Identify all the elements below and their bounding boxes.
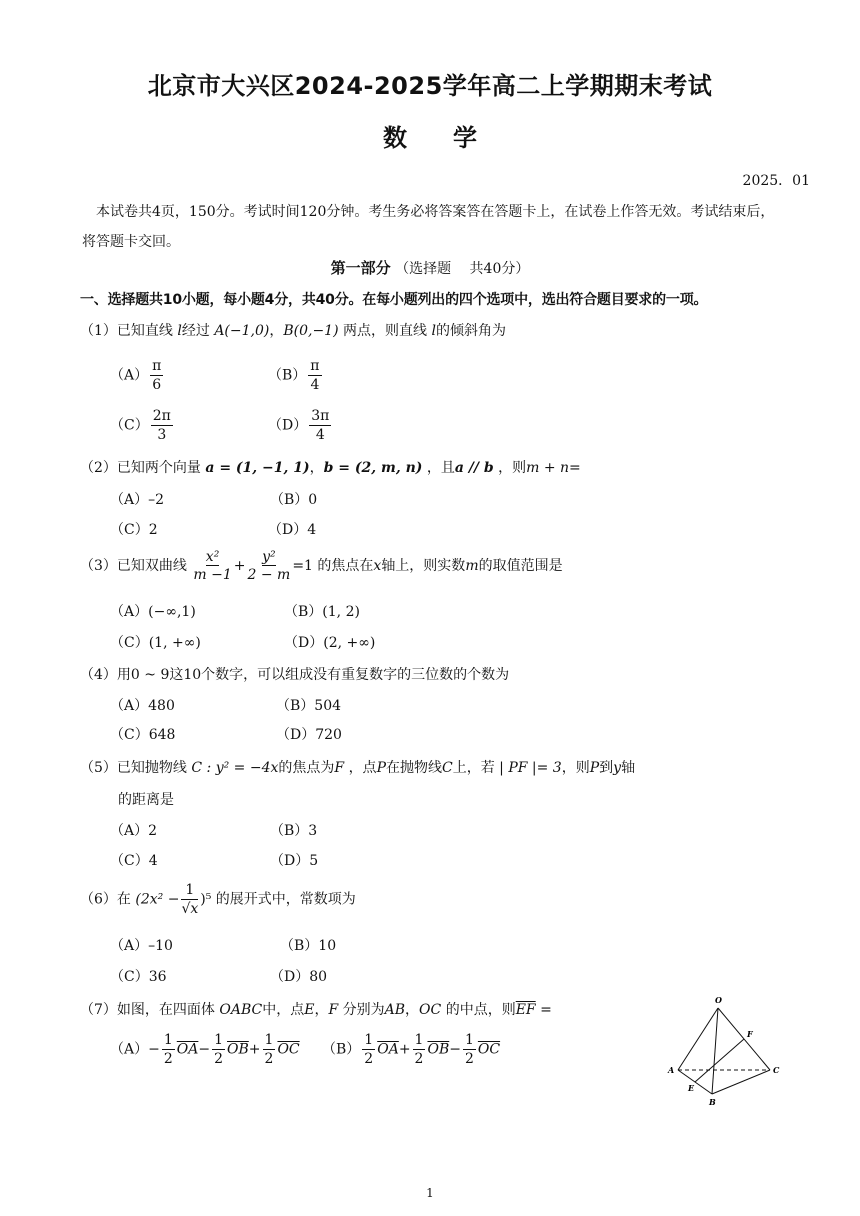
edge-ob [712,1008,718,1094]
q2-option-c: （C）2 [110,522,158,538]
q2-option-b: （B）0 [270,492,318,508]
q3-option-d: （D）(2, +∞) [284,635,376,651]
label-o: O [715,995,722,1005]
q1-option-d: （D） $\frac{3\pi}{4}$ [268,408,330,443]
question-4-stem: （4）用0 ~ 9这10个数字，可以组成没有重复数字的三位数的个数为 [80,667,510,683]
q2-option-a: （A）–2 [110,492,165,508]
label-f: F [747,1029,753,1039]
label-c: C [773,1065,780,1075]
question-5-stem-line2: 的距离是 [118,792,174,808]
q4-option-a: （A）480 [110,698,175,714]
page-number: 1 [426,1186,434,1200]
q3-option-b: （B）(1, 2) [284,604,360,620]
part-title: 第一部分 [330,259,391,277]
q7-option-a: （A）− $\frac{1}{2}$ $\overline{OA}-$ $\frac{1}{2}$ $\overline{OB}+$ $\frac{1}{2}$ $\overline{OC}$ [110,1032,300,1067]
q4-option-d: （D）720 [276,727,342,743]
label-b: B [709,1097,716,1107]
subject-title: 数学 [383,124,523,152]
question-3-stem: （3）已知双曲线 $\frac{\text{x²}}{m -1}$ + $\frac{\text{y²}}{2 - m}$ =1 的焦点在x轴上，则实数m的取值范围是 [80,549,563,583]
q1-option-c: （C） $\frac{2\pi}{3}$ [110,408,171,443]
q6-option-d: （D）80 [270,969,328,985]
segment-ef [695,1039,744,1082]
question-1-stem: （1）已知直线 l经过 A(−1,0)，B(0,−1) 两点，则直线 l的倾斜角为 [80,323,506,339]
question-7-stem: （7）如图，在四面体 OABC中，点E，F 分别为AB，OC 的中点，则$\overline{EF}$ = [80,1002,552,1018]
q1-option-a: （A） $\frac{\pi}{6}$ [110,358,162,393]
q5-option-b: （B）3 [270,823,318,839]
q4-option-b: （B）504 [276,698,342,714]
q6-option-a: （A）–10 [110,938,173,954]
q5-option-c: （C）4 [110,853,158,869]
label-a: A [668,1065,675,1075]
section-heading: 一、选择题共10小题，每小题4分，共40分。在每小题列出的四个选项中，选出符合题目要求的一项。 [80,292,708,308]
exam-instructions: 本试卷共4页，150分。考试时间120分钟。考生务必将答案答在答题卡上，在试卷上作答无效。考试结束后，将答题卡交回。 [82,204,775,250]
exam-title: 北京市大兴区2024-2025学年高二上学期期末考试 [147,72,713,100]
q7-option-b: （B） $\frac{1}{2}$ $\overline{OA}+$ $\frac{1}{2}$ $\overline{OB}-$ $\frac{1}{2}$ $\overline{OC}$ [322,1032,501,1067]
q6-option-c: （C）36 [110,969,167,985]
q3-option-a: （A）(−∞,1) [110,604,196,620]
question-6-stem: （6）在 (2x² − $\frac{1}{√x}$ )⁵ 的展开式中，常数项为 [80,882,356,917]
q6-option-b: （B）10 [280,938,337,954]
label-e: E [688,1083,695,1093]
part-note: （选择题 共40分） [395,261,530,277]
exam-date: 2025．01 [742,173,810,189]
question-5-stem: （5）已知抛物线 C : y² = −4x的焦点为F ，点P在抛物线C上，若 | PF |= 3，则P到y轴 [80,760,636,776]
q2-option-d: （D）4 [268,522,317,538]
q5-option-a: （A）2 [110,823,158,839]
q1-option-b: （B） $\frac{\pi}{4}$ [268,358,320,393]
edge-oa [678,1008,718,1070]
tetrahedron-figure [660,990,790,1110]
part-heading [0,257,860,278]
question-2-stem: （2）已知两个向量 a = (1, −1, 1)，b = (2, m, n) ，且a // b ，则m + n= [80,460,581,476]
edge-bc [712,1070,770,1094]
q4-option-c: （C）648 [110,727,176,743]
q3-option-c: （C）(1, +∞) [110,635,201,651]
q5-option-d: （D）5 [270,853,319,869]
